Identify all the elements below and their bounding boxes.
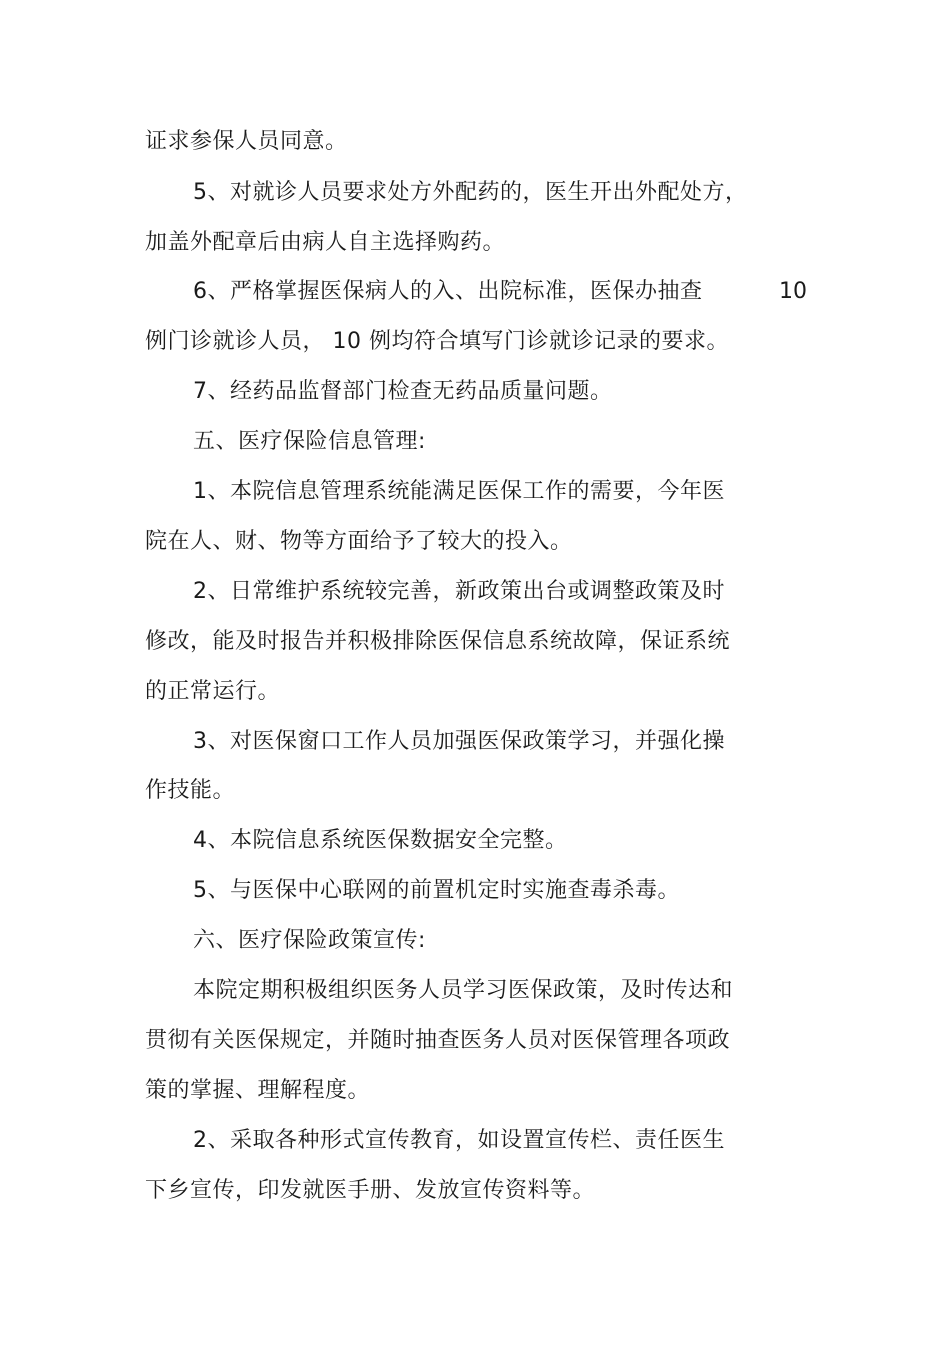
text-line: 6、严格掌握医保病人的入、出院标准，医保办抽查 [193, 279, 703, 304]
text-line: 5、与医保中心联网的前置机定时实施查毒杀毒。 [193, 878, 680, 903]
text-line: 修改，能及时报告并积极排除医保信息系统故障，保证系统 [145, 629, 731, 654]
text-line: 院在人、财、物等方面给予了较大的投入。 [145, 529, 573, 554]
text-line: 5、对就诊人员要求处方外配药的，医生开出外配处方， [193, 180, 748, 205]
text-line: 策的掌握、理解程度。 [145, 1078, 371, 1103]
text-line: 3、对医保窗口工作人员加强医保政策学习，并强化操 [193, 729, 725, 754]
text-line: 7、经药品监督部门检查无药品质量问题。 [193, 379, 613, 404]
text-line: 贯彻有关医保规定，并随时抽查医务人员对医保管理各项政 [145, 1028, 731, 1053]
text-line: 1、本院信息管理系统能满足医保工作的需要，今年医 [193, 479, 725, 504]
section-heading: 五、医疗保险信息管理: [193, 429, 426, 454]
text-line: 作技能。 [145, 778, 236, 803]
text-line: 2、采取各种形式宣传教育，如设置宣传栏、责任医生 [193, 1128, 725, 1153]
text-line: 下乡宣传，印发就医手册、发放宣传资料等。 [145, 1178, 596, 1203]
text-line: 本院定期积极组织医务人员学习医保政策，及时传达和 [193, 978, 734, 1003]
section-heading: 六、医疗保险政策宣传: [193, 928, 426, 953]
text-line: 例门诊就诊人员， 10 例均符合填写门诊就诊记录的要求。 [145, 329, 729, 354]
text-line: 4、本院信息系统医保数据安全完整。 [193, 828, 568, 853]
text-line: 的正常运行。 [145, 679, 281, 704]
text-line: 2、日常维护系统较完善，新政策出台或调整政策及时 [193, 579, 725, 604]
text-line: 加盖外配章后由病人自主选择购药。 [145, 230, 506, 255]
text-line: 证求参保人员同意。 [145, 129, 348, 154]
line-end-number: 10 [779, 279, 807, 304]
